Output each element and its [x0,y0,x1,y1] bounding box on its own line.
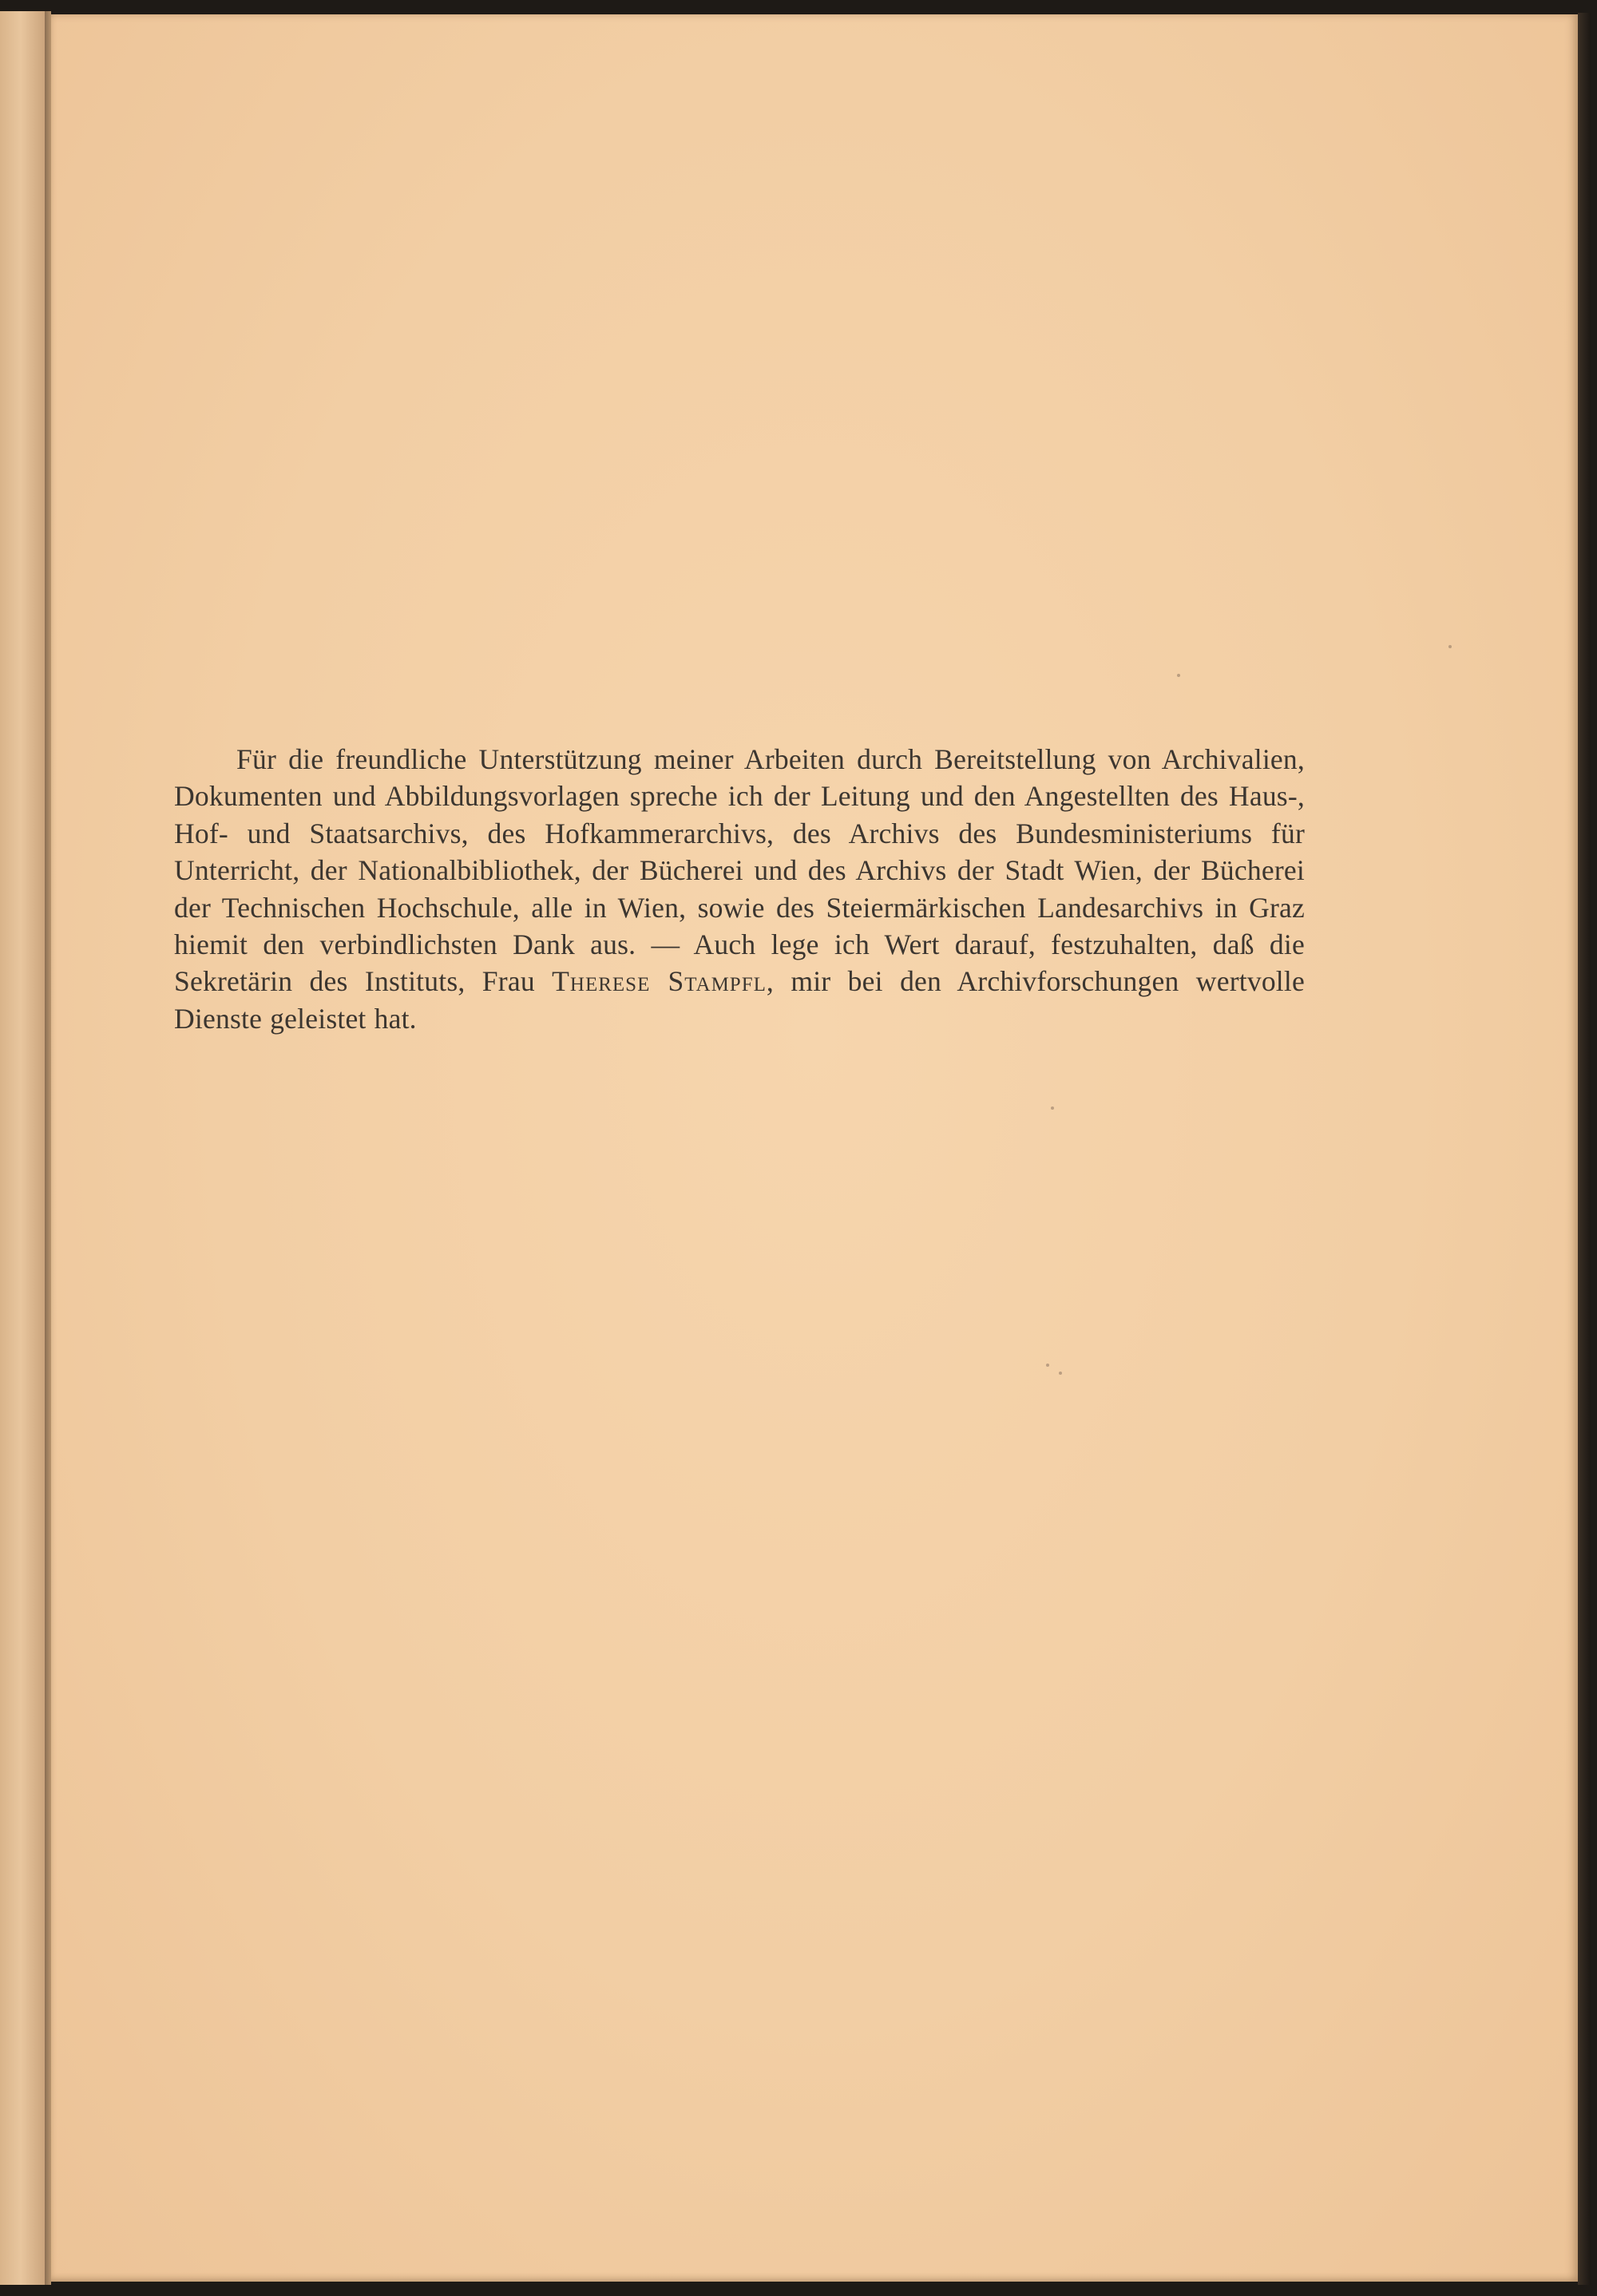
facing-page-edge [0,11,46,2285]
paper-speck [1051,1106,1054,1110]
book-gutter [45,11,51,2285]
book-page [51,14,1578,2282]
paper-speck [1177,674,1180,677]
paper-speck [1059,1372,1062,1375]
paper-speck [1046,1364,1049,1367]
acknowledgement-paragraph [174,741,1305,1037]
paper-speck [1448,645,1452,648]
page-right-edge [1578,13,1591,2285]
acknowledgement-text-part1: Für die freundliche Unterstützung meiner Arbeiten durch Bereitstellung von Archivalien, Dokumenten und Abbildungsvorlagen spreche ich der Leitung und den Angestellten des Haus-, Hof- und Staatsarchivs, des Hofkammerarchivs, des Archivs des Bundesministeriums für Unterricht, der Nationalbibliothek, der Bücherei und des Archivs der Stadt Wien, der Bücherei der Technischen Hochschule, alle in Wien, sowie des Steiermärkischen Landesarchivs in Graz hiemit den verbindlichsten Dank aus. — Auch lege ich Wert darauf, festzuhalten, daß die Sekretärin des Instituts, Frau [174,743,1305,998]
person-name: Therese Stampfl [552,965,767,998]
acknowledgement-text-part2: , mir bei den Archivforschungen wertvolle Dienste geleistet hat. [174,965,1305,1035]
